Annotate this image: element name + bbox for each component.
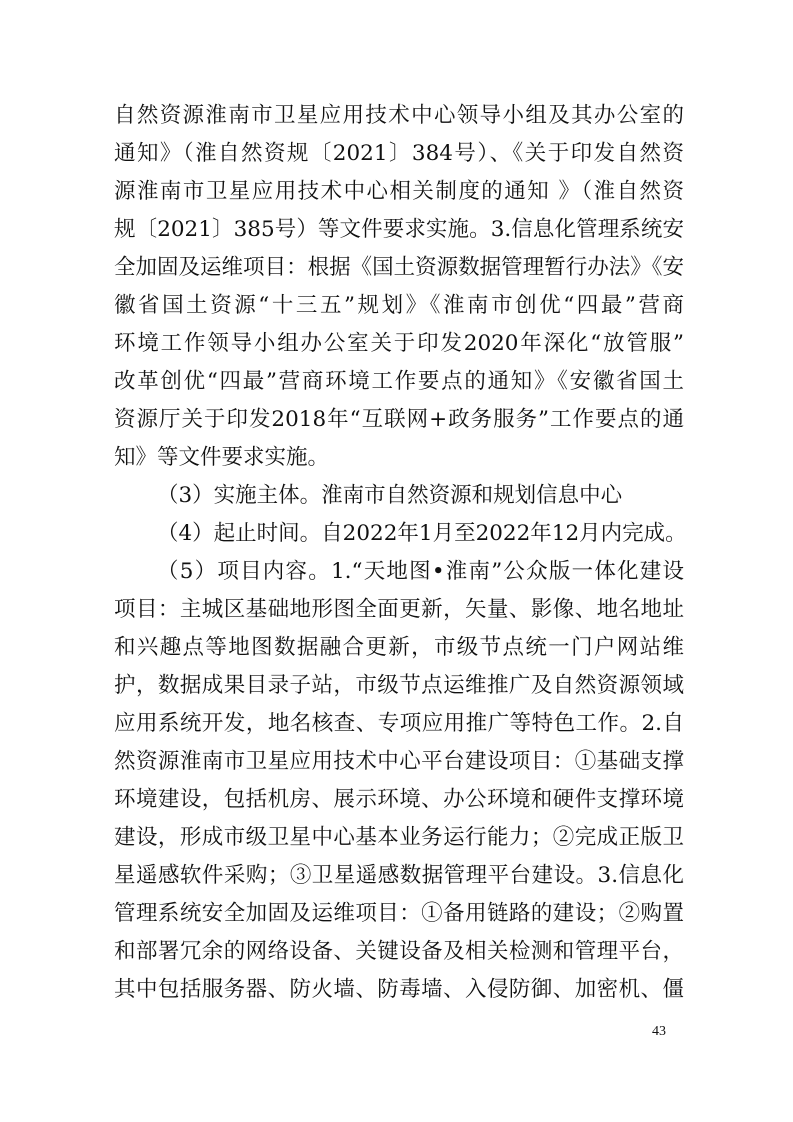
text-line: 其中包括服务器、防火墙、防毒墙、入侵防御、加密机、僵 xyxy=(114,977,684,1002)
text-line: 全加固及运维项目：根据《国土资源数据管理暂行办法》《安 xyxy=(114,255,684,280)
text-line: 建设，形成市级卫星中心基本业务运行能力；②完成正版卫 xyxy=(114,825,684,850)
text-line: 项目：主城区基础地形图全面更新，矢量、影像、地名地址 xyxy=(114,597,684,622)
text-line: 资源厅关于印发2018年“互联网+政务服务”工作要点的通 xyxy=(114,407,684,432)
text-line: 环境建设，包括机房、展示环境、办公环境和硬件支撑环境 xyxy=(114,787,684,812)
text-line: （3）实施主体。淮南市自然资源和规划信息中心 xyxy=(157,483,623,508)
text-line: 改革创优“四最”营商环境工作要点的通知》《安徽省国土 xyxy=(114,369,684,394)
text-line: 管理系统安全加固及运维项目：①备用链路的建设；②购置 xyxy=(114,901,684,926)
text-line: 知》等文件要求实施。 xyxy=(114,445,330,470)
text-line: 护，数据成果目录子站，市级节点运维推广及自然资源领域 xyxy=(114,673,684,698)
text-line: 通知》（淮自然资规〔2021〕384号）、《关于印发自然资 xyxy=(114,141,684,166)
text-line: （4）起止时间。自2022年1月至2022年12月内完成。 xyxy=(157,521,687,546)
text-line: （5）项目内容。1.“天地图•淮南”公众版一体化建设 xyxy=(157,559,684,584)
text-line: 自然资源淮南市卫星应用技术中心领导小组及其办公室的 xyxy=(114,103,684,128)
text-line: 环境工作领导小组办公室关于印发2020年深化“放管服” xyxy=(114,331,684,356)
text-line: 和兴趣点等地图数据融合更新，市级节点统一门户网站维 xyxy=(114,635,684,660)
body-text xyxy=(114,97,687,1009)
text-line: 星遥感软件采购；③卫星遥感数据管理平台建设。3.信息化 xyxy=(114,863,684,888)
page-number: 43 xyxy=(652,1024,666,1039)
text-line: 徽省国土资源“十三五”规划》《淮南市创优“四最”营商 xyxy=(114,293,684,318)
text-line: 和部署冗余的网络设备、关键设备及相关检测和管理平台， xyxy=(114,939,684,964)
text-line: 源淮南市卫星应用技术中心相关制度的通知 》（淮自然资 xyxy=(114,179,684,204)
text-line: 应用系统开发，地名核查、专项应用推广等特色工作。2.自 xyxy=(114,711,684,736)
text-line: 然资源淮南市卫星应用技术中心平台建设项目：①基础支撑 xyxy=(114,749,684,774)
text-line: 规〔2021〕385号）等文件要求实施。3.信息化管理系统安 xyxy=(114,217,684,242)
